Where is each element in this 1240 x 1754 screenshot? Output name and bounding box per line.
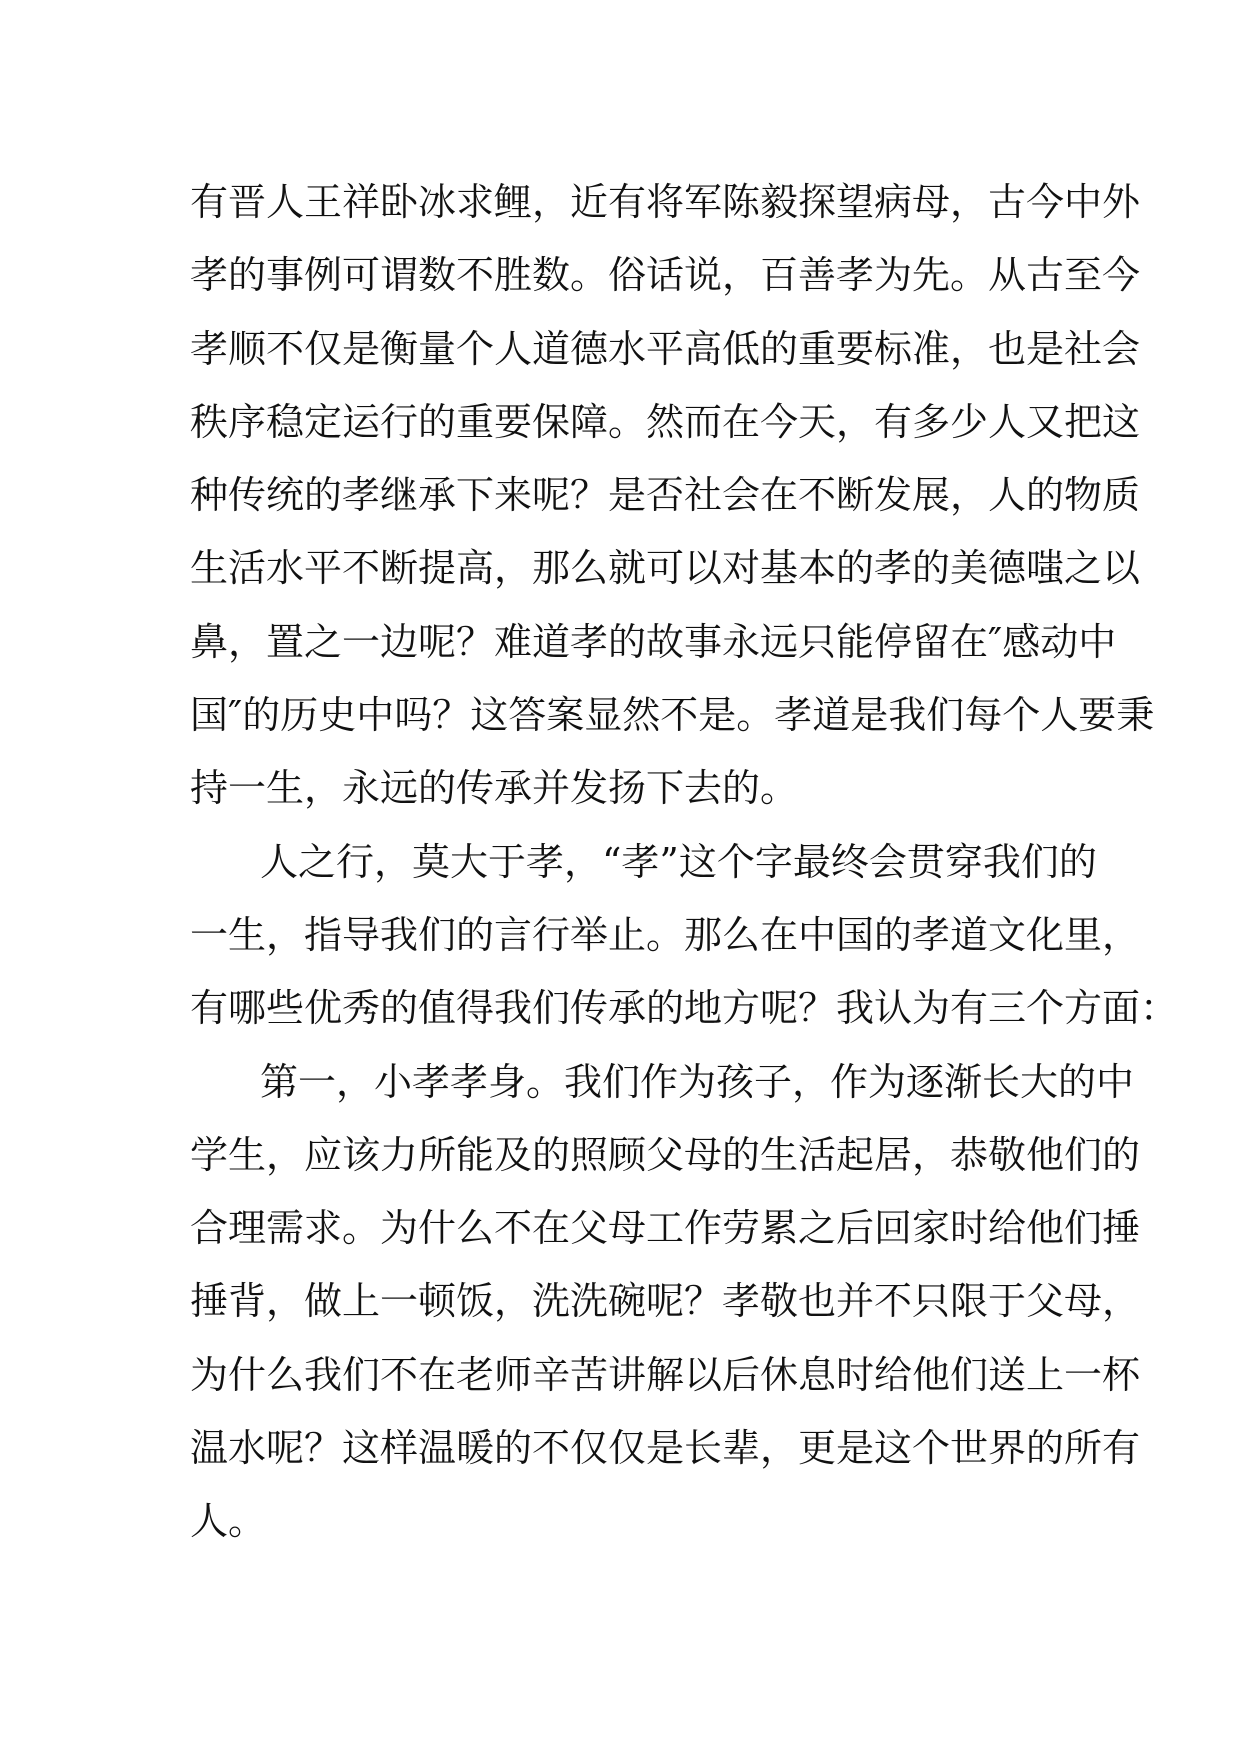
text-line: 国″的历史中吗？这答案显然不是。孝道是我们每个人要秉 xyxy=(190,693,1155,738)
text-line: 孝顺不仅是衡量个人道德水平高低的重要标准，也是社会 xyxy=(190,326,1141,371)
text-line: 学生，应该力所能及的照顾父母的生活起居，恭敬他们的 xyxy=(190,1132,1141,1177)
text-line: 有晋人王祥卧冰求鲤，近有将军陈毅探望病母，古今中外 xyxy=(190,180,1141,224)
text-line: 有哪些优秀的值得我们传承的地方呢？我认为有三个方面： xyxy=(190,986,1179,1031)
essay-text xyxy=(190,166,1179,1559)
text-line: 温水呢？这样温暖的不仅仅是长辈，更是这个世界的所有 xyxy=(190,1426,1141,1471)
text-line: 一生，指导我们的言行举止。那么在中国的孝道文化里， xyxy=(190,912,1141,957)
text-line: 人。 xyxy=(190,1499,267,1544)
paragraph-start-line: 人之行，莫大于孝，“孝”这个字最终会贯穿我们的 xyxy=(260,839,1097,884)
text-line: 为什么我们不在老师辛苦讲解以后休息时给他们送上一杯 xyxy=(190,1352,1141,1397)
paragraph-start-line: 第一，小孝孝身。我们作为孩子，作为逐渐长大的中 xyxy=(260,1059,1135,1104)
text-line: 孝的事例可谓数不胜数。俗话说，百善孝为先。从古至今 xyxy=(190,253,1141,298)
text-line: 秩序稳定运行的重要保障。然而在今天，有多少人又把这 xyxy=(190,399,1141,444)
text-line: 合理需求。为什么不在父母工作劳累之后回家时给他们捶 xyxy=(190,1206,1141,1251)
text-line: 生活水平不断提高，那么就可以对基本的孝的美德嗤之以 xyxy=(190,546,1141,591)
text-line: 鼻，置之一边呢？难道孝的故事永远只能停留在″感动中 xyxy=(190,619,1117,664)
text-line: 种传统的孝继承下来呢？是否社会在不断发展，人的物质 xyxy=(190,473,1141,518)
text-line: 捶背，做上一顿饭，洗洗碗呢？孝敬也并不只限于父母， xyxy=(190,1279,1141,1324)
text-line: 持一生，永远的传承并发扬下去的。 xyxy=(190,766,799,811)
